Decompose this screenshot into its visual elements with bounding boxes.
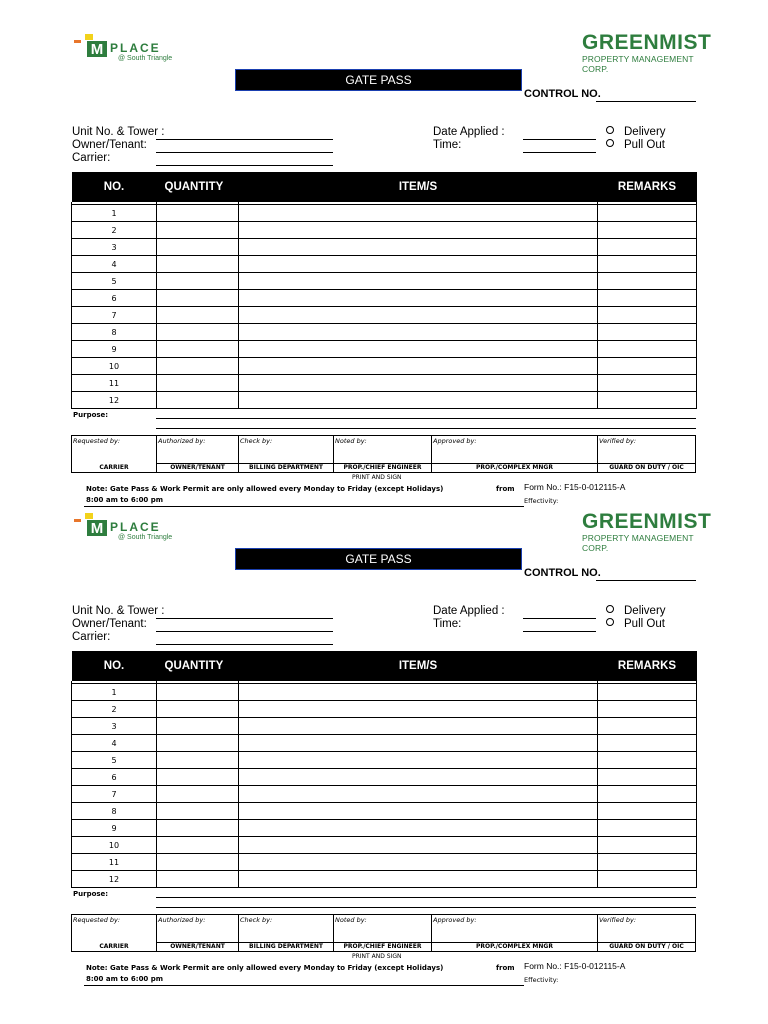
quantity-cell[interactable] xyxy=(157,718,239,735)
items-cell[interactable] xyxy=(239,820,598,837)
row-number: 11 xyxy=(72,375,157,392)
header-quantity: QUANTITY xyxy=(157,651,239,681)
remarks-cell[interactable] xyxy=(598,307,697,324)
signature-foot: BILLING DEPARTMENT xyxy=(239,942,333,951)
gate-pass-title: GATE PASS xyxy=(235,69,522,91)
print-and-sign-label: PRINT AND SIGN xyxy=(352,953,402,960)
remarks-cell[interactable] xyxy=(598,684,697,701)
purpose-label: Purpose: xyxy=(73,890,109,898)
greenmist-logo xyxy=(582,510,712,553)
table-row xyxy=(72,854,697,871)
row-number: 1 xyxy=(72,684,157,701)
header-remarks: REMARKS xyxy=(598,651,697,681)
gate-pass-form-top xyxy=(0,28,768,518)
items-cell[interactable] xyxy=(239,735,598,752)
table-row xyxy=(72,718,697,735)
row-number: 6 xyxy=(72,290,157,307)
quantity-cell[interactable] xyxy=(157,341,239,358)
header-remarks: REMARKS xyxy=(598,172,697,202)
quantity-cell[interactable] xyxy=(157,684,239,701)
remarks-cell[interactable] xyxy=(598,392,697,409)
quantity-cell[interactable] xyxy=(157,222,239,239)
row-number: 12 xyxy=(72,871,157,888)
carrier-label: Carrier: xyxy=(72,631,111,643)
row-number: 10 xyxy=(72,837,157,854)
row-number: 3 xyxy=(72,718,157,735)
remarks-cell[interactable] xyxy=(598,222,697,239)
quantity-cell[interactable] xyxy=(157,256,239,273)
table-row xyxy=(72,324,697,341)
row-number: 5 xyxy=(72,273,157,290)
signature-foot: CARRIER xyxy=(99,464,129,471)
remarks-cell[interactable] xyxy=(598,769,697,786)
signature-foot: BILLING DEPARTMENT xyxy=(239,463,333,472)
signature-verified[interactable] xyxy=(598,915,695,951)
items-cell[interactable] xyxy=(239,341,598,358)
signature-head: Check by: xyxy=(240,916,273,924)
delivery-radio-icon[interactable] xyxy=(606,605,614,613)
remarks-cell[interactable] xyxy=(598,273,697,290)
quantity-cell[interactable] xyxy=(157,752,239,769)
control-no-label: CONTROL NO. xyxy=(524,567,601,579)
remarks-cell[interactable] xyxy=(598,375,697,392)
delivery-option[interactable] xyxy=(606,126,666,138)
quantity-cell[interactable] xyxy=(157,358,239,375)
row-number: 10 xyxy=(72,358,157,375)
date-applied-field[interactable] xyxy=(523,618,596,619)
signature-block xyxy=(71,914,696,952)
signature-foot: PROP./CHIEF ENGINEER xyxy=(334,463,431,472)
row-number: 1 xyxy=(72,205,157,222)
pull-out-label: Pull Out xyxy=(624,139,665,151)
greenmist-logo xyxy=(582,31,712,74)
quantity-cell[interactable] xyxy=(157,307,239,324)
row-number: 4 xyxy=(72,256,157,273)
pull-out-label: Pull Out xyxy=(624,618,665,630)
row-number: 7 xyxy=(72,786,157,803)
remarks-cell[interactable] xyxy=(598,854,697,871)
control-no-field[interactable] xyxy=(596,101,696,102)
row-number: 12 xyxy=(72,392,157,409)
items-table xyxy=(71,172,697,409)
effectivity-label: Effectivity: xyxy=(524,976,559,984)
row-number: 11 xyxy=(72,854,157,871)
carrier-label: Carrier: xyxy=(72,152,111,164)
signature-head: Noted by: xyxy=(335,916,367,924)
quantity-cell[interactable] xyxy=(157,854,239,871)
row-number: 5 xyxy=(72,752,157,769)
signature-block xyxy=(71,435,696,473)
remarks-cell[interactable] xyxy=(598,290,697,307)
table-row xyxy=(72,752,697,769)
time-field[interactable] xyxy=(523,152,596,153)
purpose-label: Purpose: xyxy=(73,411,109,419)
unit-tower-field[interactable] xyxy=(156,618,333,619)
signature-check[interactable] xyxy=(239,915,334,951)
from-label: from xyxy=(496,485,515,493)
table-row xyxy=(72,803,697,820)
items-cell[interactable] xyxy=(239,752,598,769)
header-items: ITEM/S xyxy=(239,172,598,202)
remarks-cell[interactable] xyxy=(598,239,697,256)
quantity-cell[interactable] xyxy=(157,871,239,888)
row-number: 8 xyxy=(72,803,157,820)
remarks-cell[interactable] xyxy=(598,358,697,375)
print-and-sign-label: PRINT AND SIGN xyxy=(352,474,402,481)
mplace-logo xyxy=(74,34,204,64)
items-cell[interactable] xyxy=(239,684,598,701)
quantity-cell[interactable] xyxy=(157,273,239,290)
items-cell[interactable] xyxy=(239,769,598,786)
row-number: 7 xyxy=(72,307,157,324)
signature-foot: GUARD ON DUTY / OIC xyxy=(598,463,695,472)
greenmist-name: GREENMIST xyxy=(582,31,712,54)
items-cell[interactable] xyxy=(239,871,598,888)
items-cell[interactable] xyxy=(239,324,598,341)
row-number: 4 xyxy=(72,735,157,752)
row-number: 3 xyxy=(72,239,157,256)
schedule-hours: 8:00 am to 6:00 pm xyxy=(86,975,164,983)
owner-tenant-label: Owner/Tenant: xyxy=(72,618,147,630)
quantity-cell[interactable] xyxy=(157,392,239,409)
signature-head: Authorized by: xyxy=(158,437,206,445)
signature-noted[interactable] xyxy=(334,436,432,472)
delivery-label: Delivery xyxy=(624,126,666,138)
quantity-cell[interactable] xyxy=(157,769,239,786)
remarks-cell[interactable] xyxy=(598,837,697,854)
gate-pass-form-bottom xyxy=(0,507,768,997)
date-applied-label: Date Applied : xyxy=(433,605,505,617)
items-cell[interactable] xyxy=(239,290,598,307)
table-row xyxy=(72,820,697,837)
items-cell[interactable] xyxy=(239,273,598,290)
time-label: Time: xyxy=(433,618,462,630)
owner-tenant-label: Owner/Tenant: xyxy=(72,139,147,151)
table-row xyxy=(72,341,697,358)
schedule-note: Note: Gate Pass & Work Permit are only allowed every Monday to Friday (except Holidays) xyxy=(86,485,444,493)
svg-text:M: M xyxy=(90,520,104,537)
signature-foot: PROP./COMPLEX MNGR xyxy=(432,463,597,472)
table-row xyxy=(72,222,697,239)
table-row xyxy=(72,307,697,324)
signature-foot: CARRIER xyxy=(99,943,129,950)
time-label: Time: xyxy=(433,139,462,151)
header-no: NO. xyxy=(72,172,157,202)
remarks-cell[interactable] xyxy=(598,735,697,752)
greenmist-name: GREENMIST xyxy=(582,510,712,533)
signature-approved[interactable] xyxy=(432,915,598,951)
unit-tower-label: Unit No. & Tower : xyxy=(72,126,165,138)
header-no: NO. xyxy=(72,651,157,681)
signature-foot: GUARD ON DUTY / OIC xyxy=(598,942,695,951)
date-applied-field[interactable] xyxy=(523,139,596,140)
remarks-cell[interactable] xyxy=(598,752,697,769)
table-row xyxy=(72,837,697,854)
purpose-field-line-2[interactable] xyxy=(156,907,696,908)
pull-out-radio-icon[interactable] xyxy=(606,139,614,147)
signature-head: Approved by: xyxy=(433,437,477,445)
row-number: 9 xyxy=(72,820,157,837)
signature-approved[interactable] xyxy=(432,436,598,472)
items-table-header xyxy=(72,172,697,202)
signature-head: Verified by: xyxy=(599,916,637,924)
items-cell[interactable] xyxy=(239,307,598,324)
quantity-cell[interactable] xyxy=(157,239,239,256)
purpose-field-line-1[interactable] xyxy=(156,897,696,898)
delivery-radio-icon[interactable] xyxy=(606,126,614,134)
items-cell[interactable] xyxy=(239,375,598,392)
table-row xyxy=(72,701,697,718)
schedule-note: Note: Gate Pass & Work Permit are only allowed every Monday to Friday (except Holidays) xyxy=(86,964,444,972)
form-number: Form No.: F15-0-012115-A xyxy=(524,482,626,492)
table-row xyxy=(72,769,697,786)
remarks-cell[interactable] xyxy=(598,786,697,803)
signature-foot: PROP./COMPLEX MNGR xyxy=(432,942,597,951)
purpose-field-line-2[interactable] xyxy=(156,428,696,429)
table-row xyxy=(72,358,697,375)
quantity-cell[interactable] xyxy=(157,837,239,854)
quantity-cell[interactable] xyxy=(157,375,239,392)
quantity-cell[interactable] xyxy=(157,701,239,718)
table-row xyxy=(72,239,697,256)
quantity-cell[interactable] xyxy=(157,820,239,837)
purpose-field-line-1[interactable] xyxy=(156,418,696,419)
svg-text:PLACE: PLACE xyxy=(110,520,161,534)
quantity-cell[interactable] xyxy=(157,735,239,752)
date-applied-label: Date Applied : xyxy=(433,126,505,138)
items-table xyxy=(71,651,697,888)
table-row xyxy=(72,205,697,222)
mplace-logo xyxy=(74,513,204,543)
control-no-field[interactable] xyxy=(596,580,696,581)
delivery-option[interactable] xyxy=(606,605,666,617)
form-number: Form No.: F15-0-012115-A xyxy=(524,961,626,971)
signature-head: Verified by: xyxy=(599,437,637,445)
unit-tower-field[interactable] xyxy=(156,139,333,140)
items-cell[interactable] xyxy=(239,701,598,718)
svg-text:@ South Triangle: @ South Triangle xyxy=(118,534,173,541)
remarks-cell[interactable] xyxy=(598,871,697,888)
signature-head: Requested by: xyxy=(73,916,121,924)
signature-head: Noted by: xyxy=(335,437,367,445)
quantity-cell[interactable] xyxy=(157,803,239,820)
remarks-cell[interactable] xyxy=(598,803,697,820)
signature-noted[interactable] xyxy=(334,915,432,951)
table-row xyxy=(72,375,697,392)
remarks-cell[interactable] xyxy=(598,820,697,837)
pull-out-radio-icon[interactable] xyxy=(606,618,614,626)
signature-foot: PROP./CHIEF ENGINEER xyxy=(334,942,431,951)
signature-foot: OWNER/TENANT xyxy=(157,942,238,951)
row-number: 9 xyxy=(72,341,157,358)
remarks-cell[interactable] xyxy=(598,718,697,735)
items-cell[interactable] xyxy=(239,239,598,256)
greenmist-subtitle: PROPERTY MANAGEMENT CORP. xyxy=(582,533,694,553)
from-label: from xyxy=(496,964,515,972)
items-cell[interactable] xyxy=(239,786,598,803)
pull-out-option[interactable] xyxy=(606,618,665,630)
signature-head: Check by: xyxy=(240,437,273,445)
signature-check[interactable] xyxy=(239,436,334,472)
row-number: 6 xyxy=(72,769,157,786)
signature-authorized[interactable] xyxy=(157,915,239,951)
remarks-cell[interactable] xyxy=(598,324,697,341)
row-number: 2 xyxy=(72,222,157,239)
header-items: ITEM/S xyxy=(239,651,598,681)
carrier-field[interactable] xyxy=(156,644,333,645)
items-table-header xyxy=(72,651,697,681)
table-row xyxy=(72,735,697,752)
table-row xyxy=(72,392,697,409)
remarks-cell[interactable] xyxy=(598,701,697,718)
items-cell[interactable] xyxy=(239,222,598,239)
signature-head: Authorized by: xyxy=(158,916,206,924)
quantity-cell[interactable] xyxy=(157,786,239,803)
table-row xyxy=(72,871,697,888)
table-row xyxy=(72,273,697,290)
signature-authorized[interactable] xyxy=(157,436,239,472)
quantity-cell[interactable] xyxy=(157,290,239,307)
remarks-cell[interactable] xyxy=(598,256,697,273)
gate-pass-title: GATE PASS xyxy=(235,548,522,570)
schedule-hours: 8:00 am to 6:00 pm xyxy=(86,496,164,504)
carrier-field[interactable] xyxy=(156,165,333,166)
svg-text:M: M xyxy=(90,41,104,58)
table-row xyxy=(72,684,697,701)
table-row xyxy=(72,256,697,273)
quantity-cell[interactable] xyxy=(157,205,239,222)
effectivity-label: Effectivity: xyxy=(524,497,559,505)
table-row xyxy=(72,786,697,803)
signature-head: Approved by: xyxy=(433,916,477,924)
items-cell[interactable] xyxy=(239,205,598,222)
signature-verified[interactable] xyxy=(598,436,695,472)
signature-head: Requested by: xyxy=(73,437,121,445)
svg-text:@ South Triangle: @ South Triangle xyxy=(118,55,173,62)
items-cell[interactable] xyxy=(239,803,598,820)
items-cell[interactable] xyxy=(239,718,598,735)
signature-requested[interactable] xyxy=(72,436,157,472)
unit-tower-label: Unit No. & Tower : xyxy=(72,605,165,617)
row-number: 8 xyxy=(72,324,157,341)
svg-text:PLACE: PLACE xyxy=(110,41,161,55)
table-row xyxy=(72,290,697,307)
row-number: 2 xyxy=(72,701,157,718)
header-quantity: QUANTITY xyxy=(157,172,239,202)
signature-foot: OWNER/TENANT xyxy=(157,463,238,472)
owner-tenant-field[interactable] xyxy=(156,631,333,632)
owner-tenant-field[interactable] xyxy=(156,152,333,153)
time-field[interactable] xyxy=(523,631,596,632)
items-cell[interactable] xyxy=(239,854,598,871)
quantity-cell[interactable] xyxy=(157,324,239,341)
pull-out-option[interactable] xyxy=(606,139,665,151)
items-cell[interactable] xyxy=(239,392,598,409)
items-cell[interactable] xyxy=(239,837,598,854)
delivery-label: Delivery xyxy=(624,605,666,617)
remarks-cell[interactable] xyxy=(598,205,697,222)
signature-requested[interactable] xyxy=(72,915,157,951)
control-no-label: CONTROL NO. xyxy=(524,88,601,100)
items-cell[interactable] xyxy=(239,358,598,375)
items-cell[interactable] xyxy=(239,256,598,273)
greenmist-subtitle: PROPERTY MANAGEMENT CORP. xyxy=(582,54,694,74)
remarks-cell[interactable] xyxy=(598,341,697,358)
note-divider xyxy=(84,985,524,986)
